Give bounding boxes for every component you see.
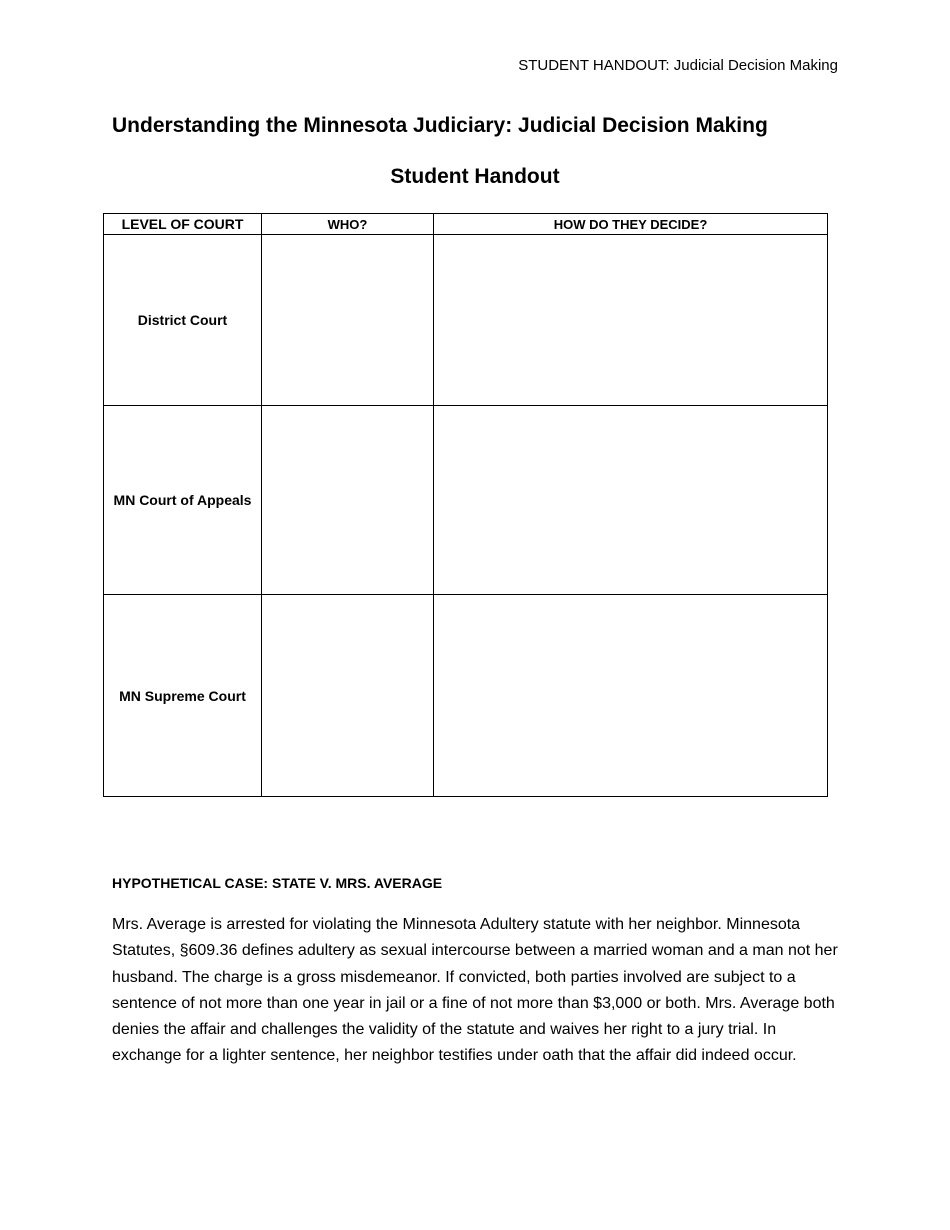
court-level-cell: MN Court of Appeals — [104, 406, 262, 595]
table-row — [104, 406, 828, 595]
who-cell — [262, 235, 434, 406]
table-header-row — [104, 214, 828, 235]
column-header-level: LEVEL OF COURT — [104, 214, 262, 235]
case-heading: HYPOTHETICAL CASE: STATE V. MRS. AVERAGE — [112, 875, 443, 891]
table-row — [104, 235, 828, 406]
running-header: STUDENT HANDOUT: Judicial Decision Making — [518, 57, 838, 74]
column-header-how: HOW DO THEY DECIDE? — [434, 214, 828, 235]
how-cell — [434, 595, 828, 797]
court-level-cell: District Court — [104, 235, 262, 406]
column-header-who: WHO? — [262, 214, 434, 235]
court-level-cell: MN Supreme Court — [104, 595, 262, 797]
court-levels-table — [103, 213, 828, 797]
who-cell — [262, 595, 434, 797]
table-row — [104, 595, 828, 797]
case-paragraph: Mrs. Average is arrested for violating the Minnesota Adultery statute with her neighbor. Minnesota Statutes, §609.36 defines adultery as sexual intercourse between a married woman and a man not her husband. The charge is a gross misdemeanor. If convicted, both parties involved are subject to a sentence of not more than one year in jail or a fine of not more than $3,000 or both. Mrs. Average both denies the affair and challenges the validity of the statute and waives her right to a jury trial. In exchange for a lighter sentence, her neighbor testifies under oath that the affair did indeed occur. — [112, 916, 838, 1065]
how-cell — [434, 406, 828, 595]
who-cell — [262, 406, 434, 595]
page-subtitle: Student Handout — [390, 165, 560, 188]
page-title: Understanding the Minnesota Judiciary: Judicial Decision Making — [112, 114, 768, 137]
how-cell — [434, 235, 828, 406]
